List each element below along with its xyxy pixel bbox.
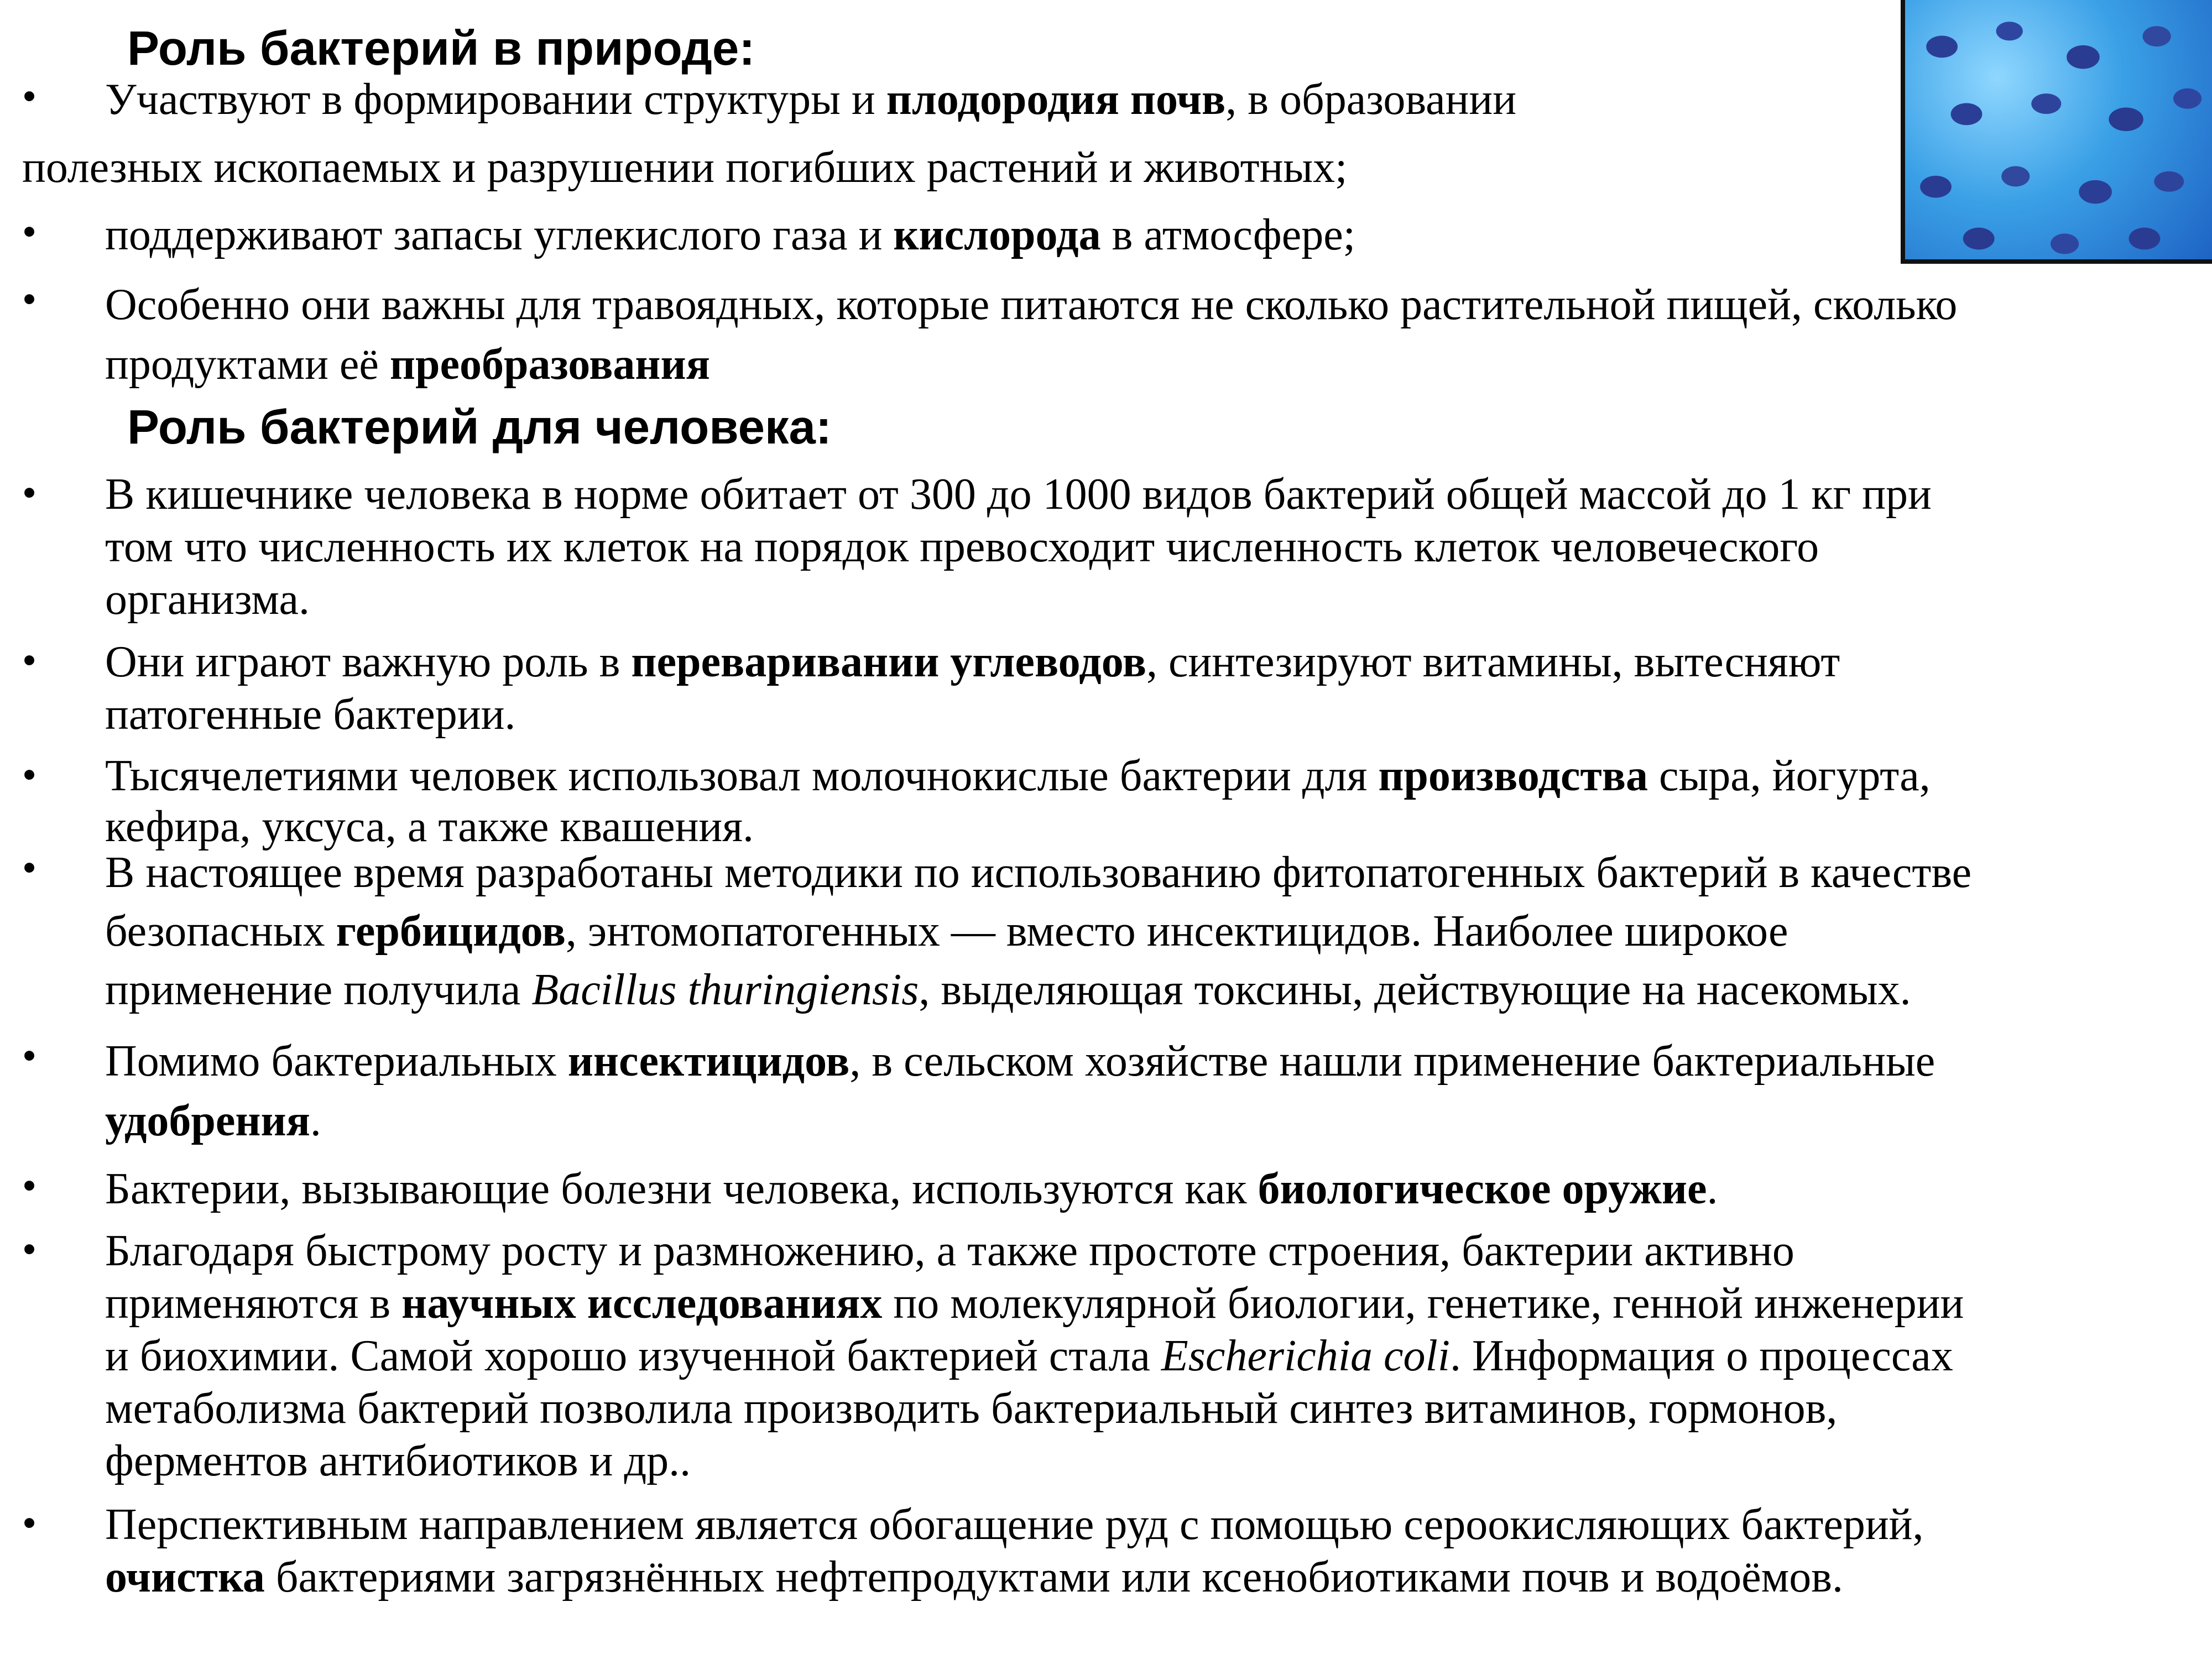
human-item-3: Тысячелетиями человек использовал молочнокислые бактерии для производства сыра, йогурта, кефира, уксуса, а также квашения. bbox=[105, 752, 1931, 851]
human-item-4: В настоящее время разработаны методики по использованию фитопатогенных бактерий в качестве безопасных гербицидов, энтомопатогенных — вместо инсектицидов. Наиболее широкое применение получила Bacillus thuringiensis, выделяющая токсины, действующие на насекомых. bbox=[105, 848, 1972, 1014]
bullet-icon: • bbox=[23, 75, 36, 116]
bullet-icon: • bbox=[23, 1035, 36, 1076]
bullet-icon: • bbox=[23, 1228, 36, 1269]
bullet-icon: • bbox=[23, 211, 36, 252]
nature-item-1-line1: Участвуют в формировании структуры и плодородия почв, в образовании bbox=[105, 75, 1517, 124]
human-item-2: Они играют важную роль в переваривании углеводов, синтезируют витамины, вытесняют патогенные бактерии. bbox=[105, 638, 1840, 739]
nature-item-2: поддерживают запасы углекислого газа и кислорода в атмосфере; bbox=[105, 211, 1355, 259]
bullet-icon: • bbox=[23, 754, 36, 795]
human-item-5: Помимо бактериальных инсектицидов, в сельском хозяйстве нашли применение бактериальные удобрения. bbox=[105, 1037, 1936, 1145]
human-item-6: Бактерии, вызывающие болезни человека, используются как биологическое оружие. bbox=[105, 1165, 1718, 1213]
bullet-icon: • bbox=[23, 1502, 36, 1543]
human-item-7: Благодаря быстрому росту и размножению, а также простоте строения, бактерии активно применяются в научных исследованиях по молекулярной биологии, генетике, генной инженерии и биохимии. Самой хорошо изученной бактерией стала Escherichia coli. Информация о процессах метаболизма бактерий позволила производить бактериальный синтез витаминов, гормонов, ферментов антибиотиков и др.. bbox=[105, 1227, 1964, 1485]
nature-item-1-line2: полезных ископаемых и разрушении погибших растений и животных; bbox=[22, 143, 1348, 192]
bullet-icon: • bbox=[23, 847, 36, 888]
bullet-icon: • bbox=[23, 1165, 36, 1206]
human-item-8: Перспективным направлением является обогащение руд с помощью сероокисляющих бактерий, очистка бактериями загрязнённых нефтепродуктами или ксенобиотиками почв и водоёмов. bbox=[105, 1500, 1924, 1601]
section-title-human: Роль бактерий для человека: bbox=[127, 400, 832, 454]
human-item-1: В кишечнике человека в норме обитает от 300 до 1000 видов бактерий общей массой до 1 кг при том что численность их клеток на порядок превосходит численность клеток человеческого организма. bbox=[105, 470, 1932, 624]
nature-item-3: Особенно они важны для травоядных, которые питаются не сколько растительной пищей, сколько продуктами её преобразования bbox=[105, 280, 1958, 389]
bullet-icon: • bbox=[23, 472, 36, 513]
section-title-nature: Роль бактерий в природе: bbox=[127, 22, 755, 75]
bullet-icon: • bbox=[23, 639, 36, 680]
bullet-icon: • bbox=[23, 278, 36, 319]
